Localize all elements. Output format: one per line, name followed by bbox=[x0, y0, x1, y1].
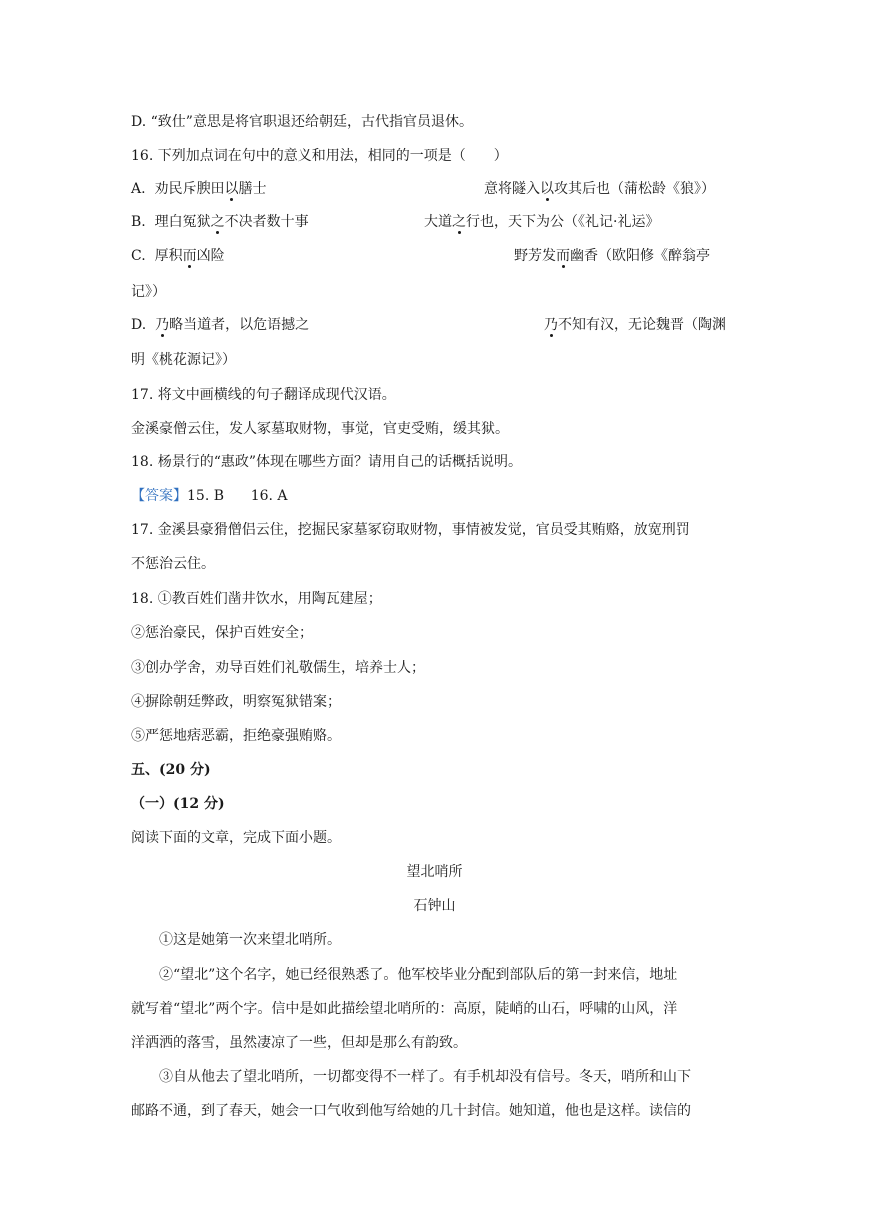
question-stem: 下列加点词在句中的意义和用法，相同的一项是（ ） bbox=[157, 148, 508, 164]
article-paragraph: ②“望北”这个名字，她已经很熟悉了。他军校毕业分配到部队后的第一封来信，地址 bbox=[159, 967, 678, 983]
dotted-word: 乃 bbox=[155, 317, 170, 333]
q15-option-d bbox=[131, 112, 473, 132]
article-paragraph-continued: 洋洒洒的落雪，虽然凄凉了一些，但却是那么有韵致。 bbox=[131, 1035, 467, 1051]
dotted-word: 之 bbox=[452, 214, 466, 230]
answer-15: 15. B bbox=[187, 488, 225, 504]
option-text: 意将隧入 bbox=[484, 181, 540, 197]
q16-option-d-right bbox=[544, 315, 726, 335]
question-number: 17. bbox=[131, 387, 154, 403]
dotted-word: 之 bbox=[210, 214, 225, 230]
reading-instruction: 阅读下面的文章，完成下面小题。 bbox=[131, 830, 341, 846]
option-label: D. bbox=[131, 317, 147, 333]
option-text: 幽香（欧阳修《醉翁亭 bbox=[570, 248, 710, 264]
answer-17-line-2: 不惩治云住。 bbox=[131, 556, 215, 572]
q16-option-a-left bbox=[131, 179, 266, 199]
article-paragraph-continued: 邮路不通，到了春天，她会一口气收到他写给她的几十封信。她知道，他也是这样。读信的 bbox=[131, 1103, 691, 1119]
option-text: 略当道者，以危语撼之 bbox=[169, 317, 310, 333]
article-paragraph-continued: 就写着“望北”两个字。信中是如此描绘望北哨所的：高原，陡峭的山石，呼啸的山风，洋 bbox=[131, 1001, 678, 1017]
option-label: A. bbox=[131, 181, 146, 197]
answer-line bbox=[131, 486, 288, 506]
question-16 bbox=[131, 146, 508, 166]
q16-option-d-continued: 明《桃花源记》） bbox=[131, 352, 236, 368]
option-text: 行也，天下为公（《礼记·礼运》 bbox=[466, 214, 660, 230]
option-text: 理白冤狱 bbox=[154, 214, 211, 230]
answer-tag: 【答案】 bbox=[131, 488, 187, 504]
answer-16: 16. A bbox=[250, 488, 288, 504]
question-18 bbox=[131, 452, 522, 472]
answer-17-line-1: 17. 金溪县豪猾僧侣云住，挖掘民家墓冢窃取财物，事情被发觉，官员受其贿赂，放宽刑罚 bbox=[131, 522, 690, 538]
dotted-word: 以 bbox=[540, 181, 554, 197]
option-text: 大道 bbox=[424, 214, 452, 230]
answer-18-item: ②惩治豪民，保护百姓安全； bbox=[131, 625, 313, 641]
q16-option-b-left bbox=[131, 212, 309, 232]
option-text: 攻其后也（蒲松龄《狼》） bbox=[554, 181, 715, 197]
question-number: 18. bbox=[131, 454, 154, 470]
option-text: 厚积 bbox=[154, 248, 183, 264]
option-text: 劝民斥腴田 bbox=[154, 181, 225, 197]
question-number: 16. bbox=[131, 148, 154, 164]
option-text: 不决者数十事 bbox=[224, 214, 309, 230]
option-text: 不知有汉，无论魏晋（陶渊 bbox=[558, 317, 726, 333]
dotted-word: 而 bbox=[182, 248, 197, 264]
q16-option-c-right bbox=[514, 246, 710, 266]
option-text: 膳士 bbox=[238, 181, 267, 197]
answer-18-item: ③创办学舍，劝导百姓们礼敬儒生，培养士人； bbox=[131, 660, 425, 676]
answer-18-item: 18. ①教百姓们凿井饮水，用陶瓦建屋； bbox=[131, 591, 382, 607]
option-label: B. bbox=[131, 214, 146, 230]
article-title: 望北哨所 bbox=[406, 864, 463, 880]
q16-option-a-right bbox=[484, 179, 715, 199]
question-stem: 将文中画横线的句子翻译成现代汉语。 bbox=[157, 387, 396, 403]
option-label: D. bbox=[131, 114, 147, 130]
dotted-word: 乃 bbox=[544, 317, 558, 333]
article-author: 石钟山 bbox=[413, 898, 456, 914]
option-text: 凶险 bbox=[196, 248, 225, 264]
q16-option-c-left bbox=[131, 246, 225, 266]
answer-18-item: ④摒除朝廷弊政，明察冤狱错案； bbox=[131, 694, 341, 710]
q16-option-c-continued: 记》） bbox=[131, 284, 166, 300]
answer-18-item: ⑤严惩地痞恶霸，拒绝豪强贿赂。 bbox=[131, 728, 341, 744]
article-paragraph: ③自从他去了望北哨所，一切都变得不一样了。有手机却没有信号。冬天，哨所和山下 bbox=[159, 1069, 691, 1085]
option-text: “致仕”意思是将官职退还给朝廷，古代指官员退休。 bbox=[150, 114, 473, 130]
q17-sentence: 金溪豪僧云住，发人冢墓取财物，事觉，官吏受贿，缓其狱。 bbox=[131, 421, 509, 437]
option-label: C. bbox=[131, 248, 146, 264]
dotted-word: 而 bbox=[556, 248, 570, 264]
article-paragraph: ①这是她第一次来望北哨所。 bbox=[159, 932, 341, 948]
option-text: 野芳发 bbox=[514, 248, 556, 264]
q16-option-b-right bbox=[424, 212, 659, 232]
sub-section-heading: （一）(12 分) bbox=[131, 796, 225, 812]
section-heading: 五、(20 分) bbox=[131, 762, 211, 778]
dotted-word: 以 bbox=[224, 181, 239, 197]
q16-option-d-left bbox=[131, 315, 309, 335]
question-stem: 杨景行的“惠政”体现在哪些方面？请用自己的话概括说明。 bbox=[157, 454, 523, 470]
question-17 bbox=[131, 385, 396, 405]
